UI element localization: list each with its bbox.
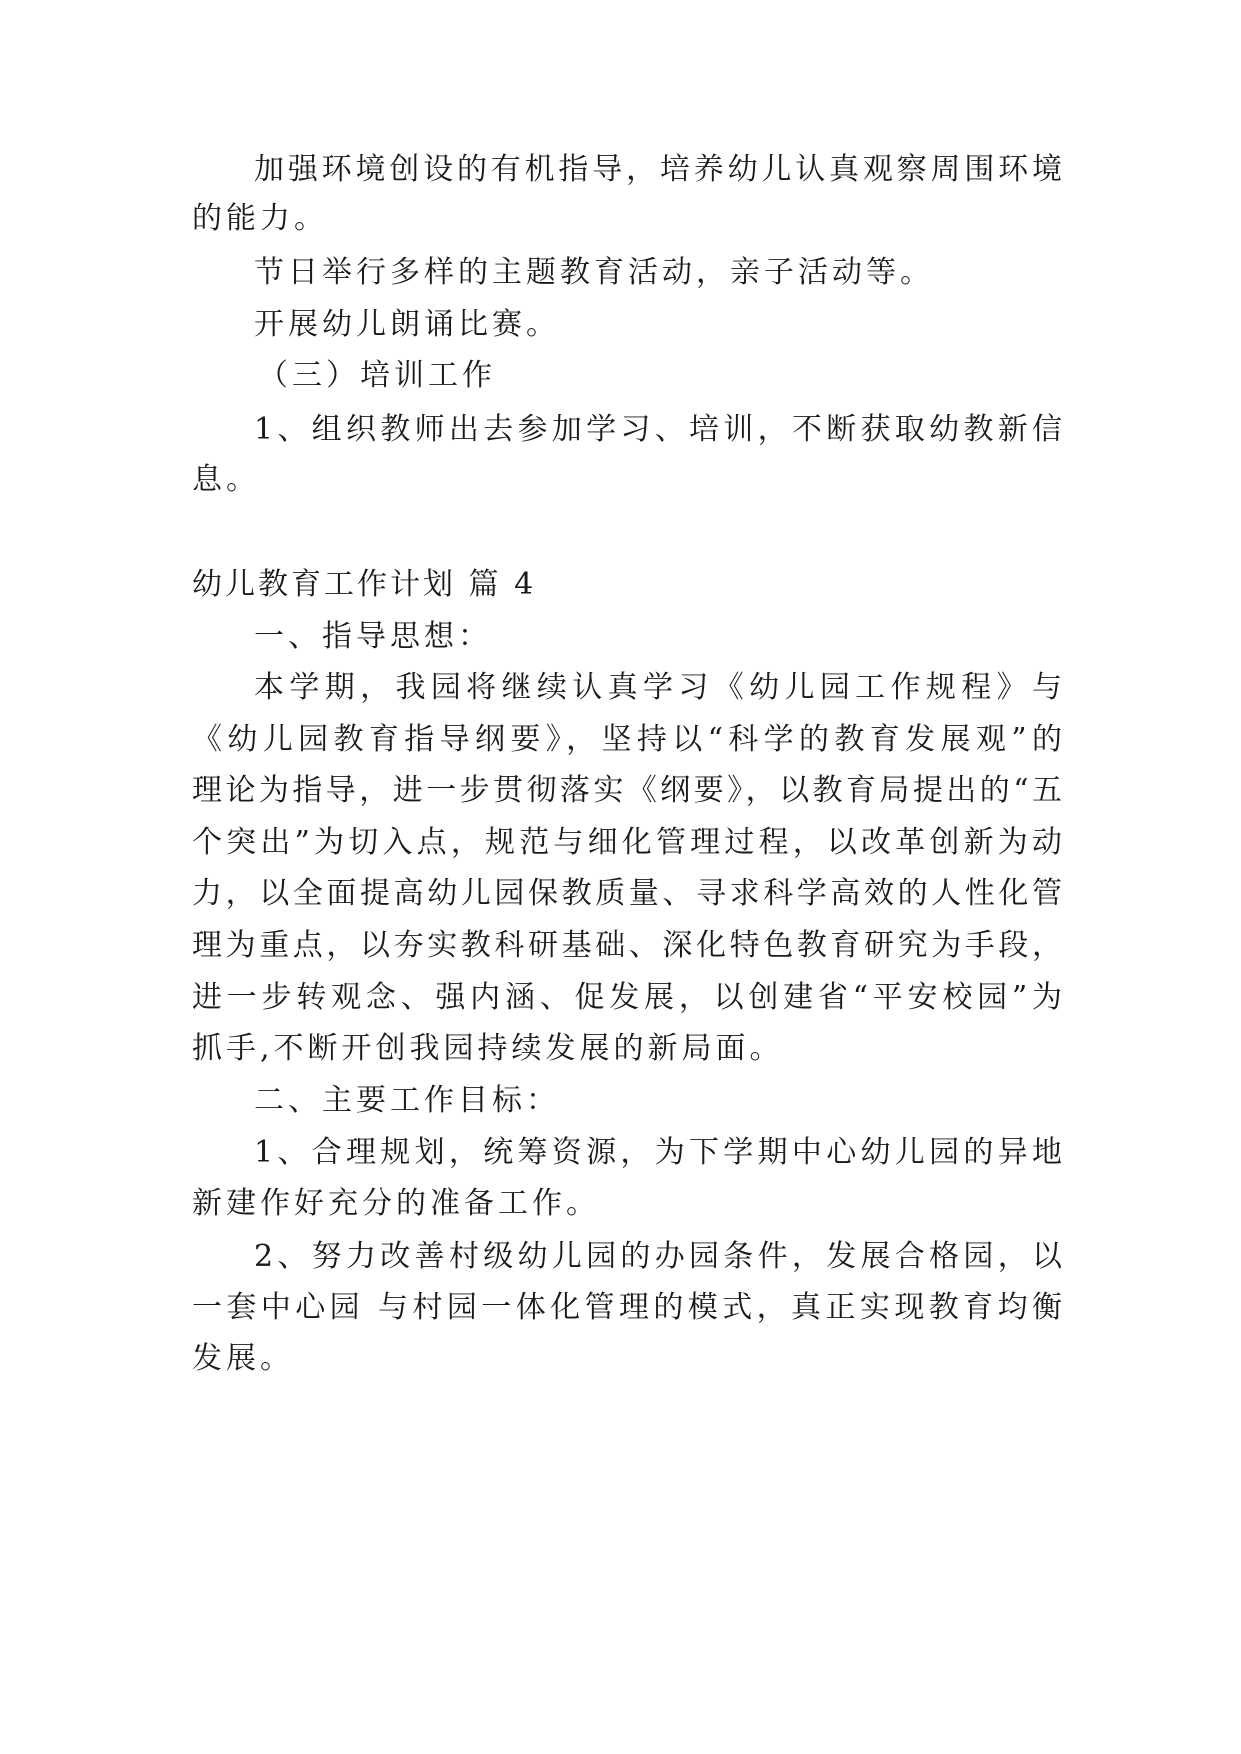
- paragraph-line-15: 理为重点，以夯实教科研基础、深化特色教育研究为手段，: [192, 928, 1062, 963]
- section-heading-guiding-thought: 一、指导思想：: [254, 619, 492, 654]
- paragraph-line-20: 新建作好充分的准备工作。: [192, 1186, 600, 1221]
- paragraph-line-13: 个突出”为切入点，规范与细化管理过程，以改革创新为动: [192, 825, 1062, 860]
- paragraph-line-2: 的能力。: [192, 201, 328, 236]
- section-heading-training: （三）培训工作: [258, 358, 496, 393]
- paragraph-line-22: 一套中心园 与村园一体化管理的模式，真正实现教育均衡: [192, 1290, 1062, 1325]
- paragraph-line-1: 加强环境创设的有机指导，培养幼儿认真观察周围环境: [254, 152, 1062, 187]
- paragraph-line-12: 理论为指导，进一步贯彻落实《纲要》，以教育局提出的“五: [192, 773, 1062, 808]
- paragraph-line-23: 发展。: [192, 1341, 294, 1376]
- paragraph-line-14: 力，以全面提高幼儿园保教质量、寻求科学高效的人性化管: [192, 876, 1062, 911]
- paragraph-line-6: 1、组织教师出去参加学习、培训，不断获取幼教新信: [254, 412, 1062, 447]
- paragraph-line-4: 开展幼儿朗诵比赛。: [254, 307, 560, 342]
- paragraph-line-19: 1、合理规划，统筹资源，为下学期中心幼儿园的异地: [254, 1135, 1062, 1170]
- paragraph-line-11: 《幼儿园教育指导纲要》，坚持以“科学的教育发展观”的: [192, 722, 1062, 757]
- paragraph-line-21: 2、努力改善村级幼儿园的办园条件，发展合格园，以: [254, 1239, 1062, 1274]
- paragraph-line-16: 进一步转观念、强内涵、促发展，以创建省“平安校园”为: [192, 980, 1062, 1015]
- article-title: 幼儿教育工作计划 篇 4: [192, 567, 537, 602]
- paragraph-line-7: 息。: [192, 462, 260, 497]
- section-heading-main-goals: 二、主要工作目标：: [254, 1083, 560, 1118]
- paragraph-line-3: 节日举行多样的主题教育活动，亲子活动等。: [254, 255, 934, 290]
- paragraph-line-17: 抓手,不断开创我园持续发展的新局面。: [192, 1031, 784, 1066]
- paragraph-line-10: 本学期，我园将继续认真学习《幼儿园工作规程》与: [254, 670, 1062, 705]
